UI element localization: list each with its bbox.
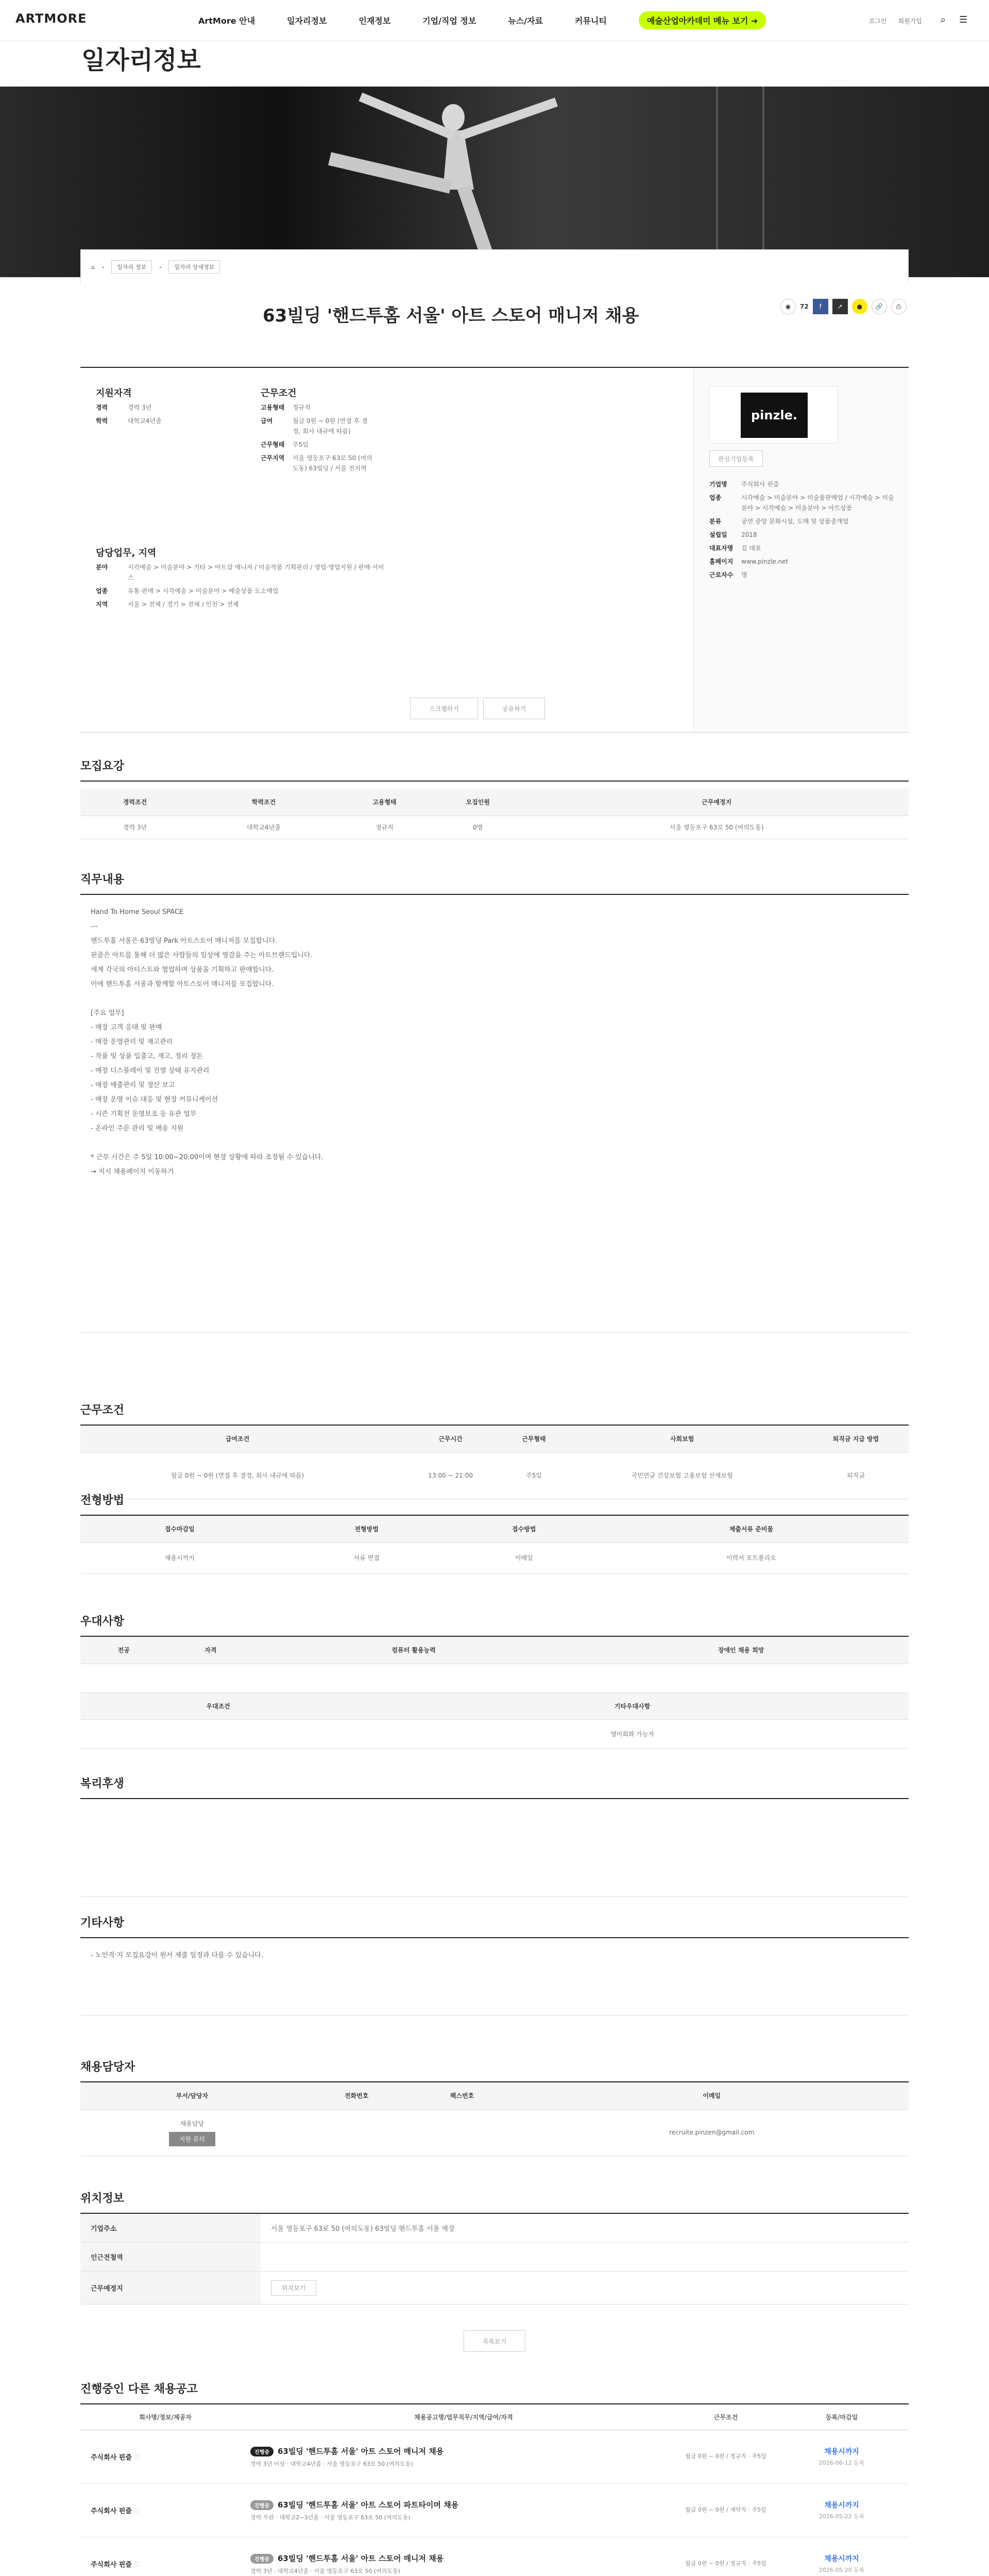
cell: 0명 [431,816,524,839]
job-pay: 월급 0원 ~ 0원 / 계약직 · 주5일 [677,2483,775,2537]
nav-item[interactable]: 커뮤니티 [575,16,607,26]
contact-section [80,2058,909,2156]
description-line: [주요 업무] [91,1009,124,1017]
kv-key: 대표자명 [709,545,734,552]
cell [80,1720,356,1749]
kv-key: 고용형태 [261,404,285,411]
col-header: 근무조건 [677,2404,775,2430]
cell: 주5일 [506,1452,561,1499]
job-description [80,895,909,1333]
section-title: 우대사항 [80,1613,909,1637]
section-title: 채용담당자 [80,2058,909,2082]
company-logo: pinzle. [741,393,808,438]
map-view-button[interactable]: 위치보기 [271,2280,316,2296]
field-heading: 담당업무, 지역 [96,548,157,558]
description-line: - 매장 디스플레이 및 진열 상태 유지관리 [91,1067,210,1075]
company-logo-box [709,386,838,444]
site-header [0,0,989,41]
company-name[interactable]: 주식회사 핀즐 [91,2507,132,2515]
job-meta: 경력 무관 · 대학교2~3년졸 · 서울 영등포구 63로 50 (여의도동) [250,2514,411,2521]
row-key: 기업주소 [80,2214,261,2242]
col-header: 부서/담당자 [80,2082,304,2109]
nav-item[interactable]: ArtMore 안내 [198,16,255,26]
description-line: - 매장 고객 응대 및 판매 [91,1024,162,1031]
section-title: 전형방법 [80,1492,909,1516]
description-line [91,992,898,1006]
col-header: 근무예정지 [524,789,909,816]
col-header: 급여조건 [80,1426,395,1452]
kv-value: 대학교4년졸 [128,417,162,425]
col-header: 사회보험 [561,1426,803,1452]
section-title: 직무내용 [80,871,909,895]
hero-image [0,87,989,277]
col-header: 고용형태 [338,789,431,816]
kakao-icon[interactable]: ● [852,299,867,314]
kv-key: 업종 [96,587,108,595]
job-title: 63빌딩 '핸드투홈 서울' 아트 스토어 매니저 채용 [263,306,639,326]
row-key: 인근전철역 [80,2243,261,2271]
kv-value: 김 대표 [741,545,761,552]
kv-key: 경력 [96,404,108,411]
cell: 대학교4년졸 [190,816,338,839]
etc-section [80,1914,909,2015]
description-line: 핀즐은 아트를 통해 더 많은 사람들의 일상에 영감을 주는 아트브랜드입니다. [91,952,313,959]
view-count: 72 [800,303,809,310]
share-button[interactable]: 공유하기 [483,698,545,719]
breadcrumb-card [80,249,909,285]
job-row[interactable] [80,2430,909,2483]
kv-value: 시각예술 > 미술분야 > 기타 > 아트샵 매니저 / 미술작품 기획관리 / 영업·영업지원 / 판매·서비스 [128,564,384,581]
kv-key: 업종 [709,494,722,501]
kv-key: 분류 [709,518,722,525]
heart-icon[interactable]: ♡ [134,2507,141,2515]
col-header: 제출서류 준비물 [594,1516,909,1543]
col-header: 전형방법 [279,1516,454,1543]
col-header: 이메일 [515,2082,909,2109]
company-name[interactable]: 주식회사 핀즐 [91,2453,132,2462]
kv-value: 주5일 [293,441,309,448]
share-bar [780,299,907,314]
contact-button[interactable]: 지원 문의 [169,2132,215,2146]
kv-key: 학력 [96,417,108,425]
scrap-button[interactable]: 스크랩하기 [410,698,478,719]
benefit-section [80,1775,909,1897]
row-value: 서울 영등포구 63로 50 (여의도동) 63빌딩 핸드투홈 서울 매장 [271,2225,455,2233]
cell: 채용시까지 [80,1543,279,1573]
col-header: 모집인원 [431,789,524,816]
kv-value: 서울 > 전체 / 경기 > 전체 / 인천 > 전체 [128,601,239,608]
description-line: Hand To Home Seoul SPACE [91,908,184,916]
kv-value: 명 [741,571,747,579]
col-header: 전화번호 [304,2082,410,2109]
job-link[interactable]: 63빌딩 '핸드투홈 서울' 아트 스토어 매니저 채용 [277,2446,444,2456]
description-line: - 매장 운영관리 및 재고관리 [91,1038,173,1046]
work-section [80,1401,909,1499]
job-link[interactable]: 63빌딩 '핸드투홈 서울' 아트 스토어 매니저 채용 [277,2553,444,2563]
job-meta: 경력 3년 · 대학교4년졸 · 서울 영등포구 63로 50 (여의도동) [250,2567,400,2574]
description-line [91,1136,898,1150]
description-line: 이에 핸드투홈 서울과 함께할 아트스토어 매니저를 모집합니다. [91,980,274,988]
description-line: 핸드투홈 서울은 63빌딩 Park 아트스토어 매니저를 모집합니다. [91,937,278,945]
favorite-company-button[interactable]: 관심기업등록 [709,450,763,467]
col-header: 경력조건 [80,789,190,816]
deadline: 채용시까지 [824,2501,859,2510]
col-header: 팩스번호 [410,2082,515,2109]
kv-value: 경력 3년 [128,404,152,411]
kv-value: 시각예술 > 미술분야 > 미술품판매업 / 시각예술 > 미술분야 > 시각예술 > 미술분야 > 아트상품 [741,494,894,512]
description-line: --- [91,923,98,930]
kv-key: 근로자수 [709,571,734,579]
kv-key: 지역 [96,601,108,608]
share-icon[interactable]: ↗ [832,299,848,314]
kv-key: 설립일 [709,531,727,538]
kv-key: 홈페이지 [709,558,734,565]
cell: 정규직 [338,816,431,839]
breadcrumb-item[interactable]: 일자리 정보 [111,260,152,274]
kv-value: 주식회사 핀즐 [741,481,779,488]
location-section [80,2190,909,2352]
view-icon: ◉ [780,299,796,314]
signup-link[interactable]: 회원가입 [898,18,922,25]
cell: 퇴직금 [803,1452,909,1499]
company-info [709,476,895,580]
status-badge: 진행중 [250,2447,274,2456]
section-title: 복리후생 [80,1775,909,1799]
description-line: - 매장 운영 이슈 대응 및 현장 커뮤니케이션 [91,1096,218,1104]
util-links [869,16,922,25]
kv-key: 근무형태 [261,441,285,448]
job-pay: 월급 0원 ~ 0원 / 정규직 · 주5일 [677,2537,775,2576]
col-header: 우대조건 [80,1693,356,1720]
academy-menu-button[interactable]: 예술산업아카데미 메뉴 보기 ➜ [639,11,766,29]
col-header: 자격 [167,1637,254,1664]
col-header: 학력조건 [190,789,338,816]
reg-date: 2026-06-12 등록 [819,2460,865,2466]
company-panel [693,368,909,732]
menu-icon[interactable]: ☰ [959,14,968,25]
col-header: 기타우대사항 [356,1693,909,1720]
cell: 13:00 ~ 21:00 [395,1452,506,1499]
cell: 이력서 포트폴리오 [594,1543,909,1573]
nav-item[interactable]: 인재정보 [359,16,391,26]
breadcrumb: ⌂ › 일자리 정보 › 일자리 상세정보 [91,260,220,274]
nav-item[interactable]: 일자리정보 [287,16,327,26]
qualification-heading: 지원자격 [96,388,132,399]
kv-key: 근무지역 [261,454,285,462]
contact-email[interactable]: recruite.pinzen@gmail.com [515,2109,909,2156]
dancer-illustration [0,87,989,277]
col-header: 전공 [80,1637,167,1664]
cell: 경력 3년 [80,816,190,839]
etc-text: - 노인적·지 모집요강이 원서 제출 일정과 다를 수 있습니다. [80,1938,909,2015]
job-meta: 경력 3년 이상 · 대학교4년졸 · 서울 영등포구 63로 50 (여의도동) [250,2460,413,2467]
condition-heading: 근무조건 [261,388,297,399]
section-title: 기타사항 [80,1914,909,1938]
job-summary [80,367,909,733]
description-line: * 근무 시간은 주 5일 10:00~20:00이며 현장 상황에 따라 조정될 수 있습니다. [91,1154,323,1161]
description-line: - 작품 및 상품 입출고, 재고, 정리 정돈 [91,1053,203,1060]
heart-icon[interactable]: ♡ [134,2453,141,2462]
section-title: 모집요강 [80,757,909,782]
row-key: 근무예정지 [80,2272,261,2304]
nav-item[interactable]: 뉴스/자료 [508,16,543,26]
job-row[interactable] [80,2483,909,2537]
section-title: 진행중인 다른 채용공고 [80,2383,198,2396]
kv-value: 유통·판매 > 시각예술 > 미술분야 > 예술상품 도소매업 [128,587,279,595]
overview-section [80,757,909,839]
col-header: 컴퓨터 활용능력 [254,1637,573,1664]
cell: 서류 면접 [279,1543,454,1573]
kv-key: 급여 [261,417,273,425]
reg-date: 2026-05-20 등록 [819,2567,865,2573]
preference-section [80,1613,909,1749]
deadline: 채용시까지 [824,2448,859,2456]
kv-value: 정규직 [293,404,311,411]
site-logo[interactable]: ARTMORE [15,11,87,26]
kv-value: 서울 영등포구 63로 50 (여의도동) 63빌딩 / 서울 전지역 [293,454,372,472]
description-line: → 지시 채용페이지 이동하기 [91,1168,174,1176]
cell: 국민연금 건강보험 고용보험 산재보험 [561,1452,803,1499]
facebook-icon[interactable]: f [813,299,828,314]
job-pay: 월급 0원 ~ 0원 / 정규직 · 주5일 [677,2430,775,2483]
description-line: - 온라인 주문 관리 및 배송 지원 [91,1125,184,1132]
col-header: 접수마감일 [80,1516,279,1543]
col-header: 근무형태 [506,1426,561,1452]
col-header: 접수방법 [454,1516,594,1543]
link-icon[interactable]: 🔗 [872,299,887,314]
company-homepage-link[interactable]: www.pinzle.net [741,558,789,565]
ongoing-jobs-section [80,2380,909,2576]
description-line: - 시즌 기획전 운영보조 등 유관 업무 [91,1110,197,1118]
cell: 서울 영등포구 63로 50 (여의도동) [524,816,909,839]
page-title: 일자리정보 [81,46,201,75]
print-icon[interactable]: ⎙ [891,299,907,314]
job-row[interactable] [80,2537,909,2576]
kv-value: 월급 0원 ~ 0원 (면접 후 결정, 회사 내규에 따름) [293,417,368,435]
status-badge: 진행중 [250,2554,274,2564]
heart-icon[interactable]: ♡ [134,2561,141,2569]
login-link[interactable]: 로그인 [868,18,887,25]
section-title: 근무조건 [80,1401,909,1426]
ongoing-jobs-table [80,2403,909,2576]
breadcrumb-item[interactable]: 일자리 상세정보 [168,260,220,274]
search-icon[interactable]: ⌕ [941,14,946,25]
description-line: 세계 각국의 아티스트와 협업하며 상품을 기획하고 판매합니다. [91,966,274,974]
section-title: 위치정보 [80,2190,909,2214]
kv-value: 2018 [741,531,757,538]
deadline: 채용시까지 [824,2555,859,2563]
col-header: 퇴직금 지급 방법 [803,1426,909,1452]
description-line: - 매장 매출관리 및 정산 보고 [91,1081,175,1089]
cell: 영어회화 가능자 [356,1720,909,1749]
contact-name: 채용담당 [180,2120,204,2127]
nav-item[interactable]: 기업/직업 정보 [422,16,476,26]
col-header: 등록/마감일 [775,2404,909,2430]
col-header: 채용공고명/업무직무/지역/급여/자격 [250,2404,677,2430]
col-header: 회사명/정보/제공자 [80,2404,250,2430]
cell: 이메일 [454,1543,594,1573]
process-section [80,1492,909,1574]
main-nav [198,14,766,29]
kv-key: 분야 [96,564,108,571]
company-name[interactable]: 주식회사 핀즐 [91,2561,132,2569]
summary-actions [410,698,545,719]
status-badge: 진행중 [250,2500,274,2510]
col-header: 장애인 채용 희망 [573,1637,909,1664]
list-button[interactable]: 목록보기 [464,2330,525,2352]
cell: 월급 0원 ~ 0원 (면접 후 결정, 회사 내규에 따름) [80,1452,395,1499]
job-link[interactable]: 63빌딩 '핸드투홈 서울' 아트 스토어 파트타이머 채용 [277,2500,459,2510]
content-section [80,871,909,1333]
reg-date: 2026-05-22 등록 [819,2513,865,2520]
kv-value: 공연 중앙 문화시설, 도매 및 상품중개업 [741,518,849,525]
col-header: 근무시간 [395,1426,506,1452]
home-icon[interactable]: ⌂ [91,263,95,270]
kv-key: 기업명 [709,481,727,488]
